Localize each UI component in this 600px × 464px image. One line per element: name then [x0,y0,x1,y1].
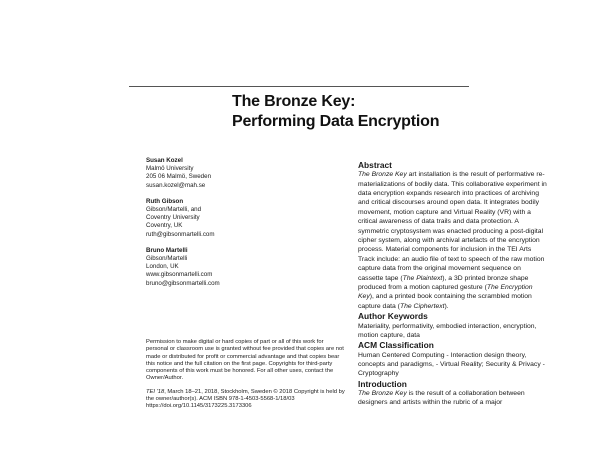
author-email: ruth@gibsonmartelli.com [146,230,215,238]
author [146,157,336,190]
top-rule [129,86,469,87]
keywords-text: Materiality, performativity, embodied interaction, encryption, motion capture, data [358,322,537,339]
right-column [358,160,548,408]
acm-heading: ACM Classification [358,340,434,351]
abstract-heading: Abstract [358,160,392,170]
author [146,247,336,288]
abstract-part: ). [444,302,449,310]
author-affiliation: Malmö University [146,165,194,173]
introduction-text [358,389,548,408]
author-email: bruno@gibsonmartelli.com [146,279,220,287]
author-website: www.gibsonmartelli.com [146,271,213,279]
author-name: Ruth Gibson [146,197,184,205]
work-title: The Ciphertext [399,302,445,310]
author-block [146,157,336,296]
work-title: The Bronze Key [358,171,407,179]
paper-title [232,92,439,132]
author-address: London, UK [146,263,179,271]
permission-text: Permission to make digital or hard copies of part or all of this work for personal or classroom use is granted without fee provided that copies are not made or distributed for profit or commercial advantage and that copies bear this notice and the full citation on the first page. Copyrights for third-party components of this work must be honored. For all other uses, contact the Owner/Author. [146,339,344,382]
title-line-2: Performing Data Encryption [232,113,440,130]
abstract-part: art installation is the result of performative re-materializations of bodily data. This collaborative experiment in data encryption expands research into practices of archiving and critical discourses around open data. It integrates bodily movement, motion capture and Virtual Reality (VR) with a critical awareness of data trails and data protection. A symmetric cryptosystem was enacted producing a post-digital cipher system, along with archival artefacts of the encryption process. Material components for inclusion in the TEI Arts Track include: an audio file of text to speech of the raw motion capture data from the original movement sequence on cassette tape ( [358,171,547,282]
author-name: Bruno Martelli [146,246,188,254]
abstract-part: ), and a printed book containing the scrambled motion capture data ( [358,293,532,310]
copyright-text [146,389,346,411]
author-affiliation: Gibson/Martelli, and [146,206,202,214]
author-address: Coventry, UK [146,222,183,230]
work-title: The Plaintext [402,274,443,282]
abstract-part: ), a 3D printed bronze shape produced from a motion captured gesture ( [358,274,529,292]
permission-notice [146,339,346,417]
work-title: The Encryption Key [358,284,533,301]
introduction-heading: Introduction [358,378,407,389]
conference-name: TEI '18 [146,388,165,395]
author-affiliation: Gibson/Martelli [146,255,188,263]
acm-text: Human Centered Computing - Interaction design theory, concepts and paradigms, - Virtual Reality; Security & Privacy - Cryptography [358,351,545,378]
keywords-heading: Author Keywords [358,311,428,322]
copyright-details: , March 18–21, 2018, Stockholm, Sweden © 2018 Copyright is held by the owner/author(s). ACM ISBN 978-1-4503-5568-1/18/03 https://doi.org/10.1145/3173225.3173306 [146,388,345,410]
author-name: Susan Kozel [146,157,183,164]
author-affiliation: Coventry University [146,214,200,222]
title-line-1: The Bronze Key: [232,93,356,110]
author-email: susan.kozel@mah.se [146,181,206,189]
author [146,198,336,239]
work-title: The Bronze Key [358,389,407,397]
author-address: 205 06 Malmö, Sweden [146,173,212,181]
introduction-part: is the result of a collaboration between designers and artists within the rubric of a major [358,389,525,407]
abstract-text [358,170,548,311]
